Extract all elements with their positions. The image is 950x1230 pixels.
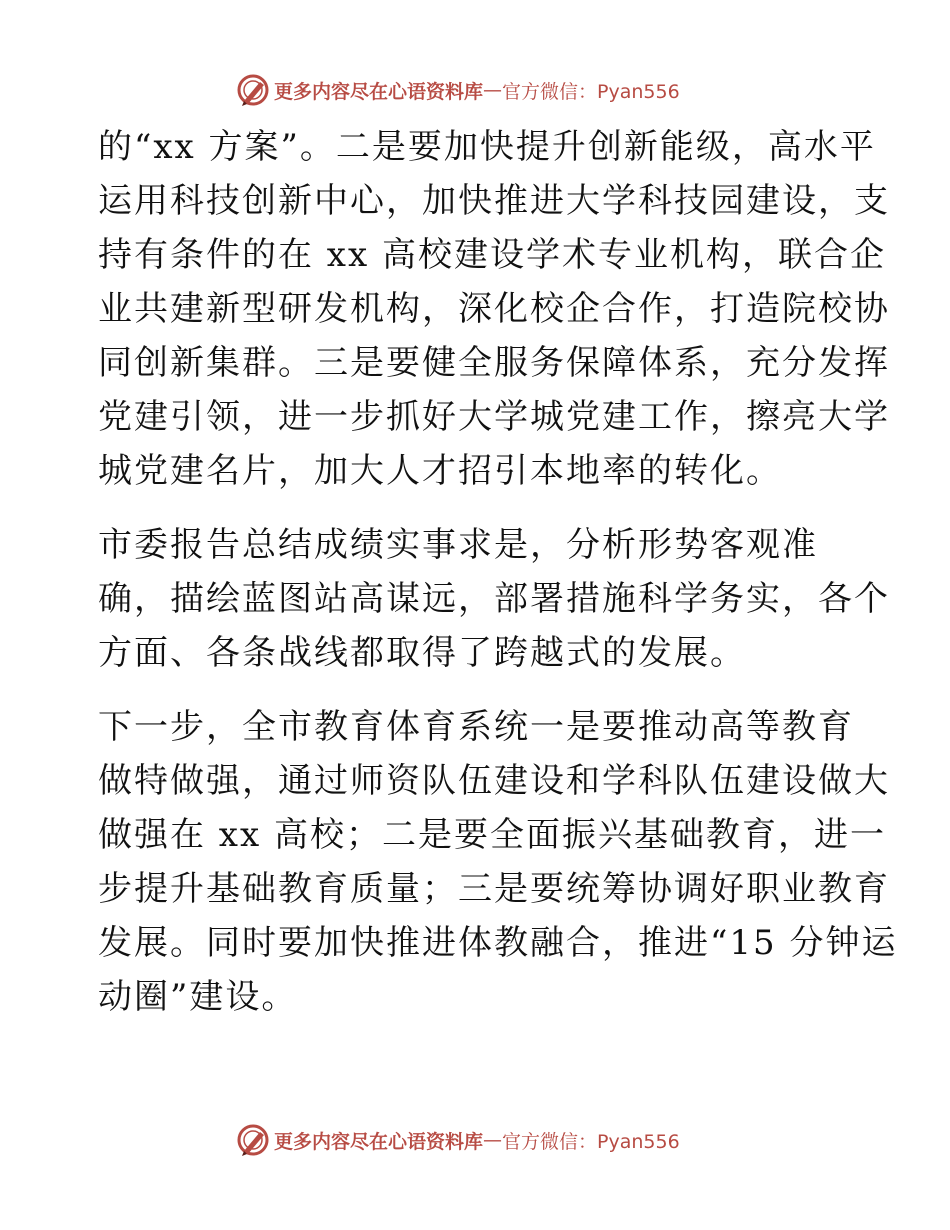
watermark-separator: — [483,79,503,101]
paragraph-3 [98,700,898,1024]
paragraph-2 [98,518,890,680]
text-line: 党建引领，进一步抓好大学城党建工作，擦亮大学 [98,397,890,437]
watermark-site-text: 更多内容尽在心语资料库 [274,80,484,103]
text-line: 做特做强，通过师资队伍建设和学科队伍建设做大 [98,761,890,801]
text-line: 下一步，全市教育体育系统一是要推动高等教育 [98,707,854,747]
text-line: 业共建新型研发机构，深化校企合作，打造院校协 [98,289,890,329]
text-line: 动圈”建设。 [98,977,298,1017]
text-line: 同创新集群。三是要健全服务保障体系，充分发挥 [98,343,890,383]
paragraph-1 [98,120,890,498]
text-line: 步提升基础教育质量；三是要统筹协调好职业教育 [98,869,890,909]
text-line: 持有条件的在 xx 高校建设学术专业机构，联合企 [98,235,886,275]
text-line: 市委报告总结成绩实事求是，分析形势客观准 [98,525,818,565]
text-line: 方面、各条战线都取得了跨越式的发展。 [98,633,746,673]
watermark-wechat-text: 官方微信：Pyan556 [502,80,680,103]
pen-circle-logo-icon [236,1123,270,1157]
pen-circle-logo-icon [236,73,270,107]
text-line: 的“xx 方案”。二是要加快提升创新能级，高水平 [98,127,876,167]
text-line: 运用科技创新中心，加快推进大学科技园建设，支 [98,181,890,221]
text-line: 确，描绘蓝图站高谋远，部署措施科学务实，各个 [98,579,890,619]
document-body [98,120,898,1044]
footer-watermark [236,1122,716,1158]
watermark-site-text: 更多内容尽在心语资料库 [274,1130,484,1153]
text-line: 发展。同时要加快推进体教融合，推进“15 分钟运 [98,923,898,963]
text-line: 做强在 xx 高校；二是要全面振兴基础教育，进一 [98,815,886,855]
watermark-wechat-text: 官方微信：Pyan556 [502,1130,680,1153]
header-watermark [236,72,716,108]
text-line: 城党建名片，加大人才招引本地率的转化。 [98,451,782,491]
watermark-separator: — [483,1129,503,1151]
